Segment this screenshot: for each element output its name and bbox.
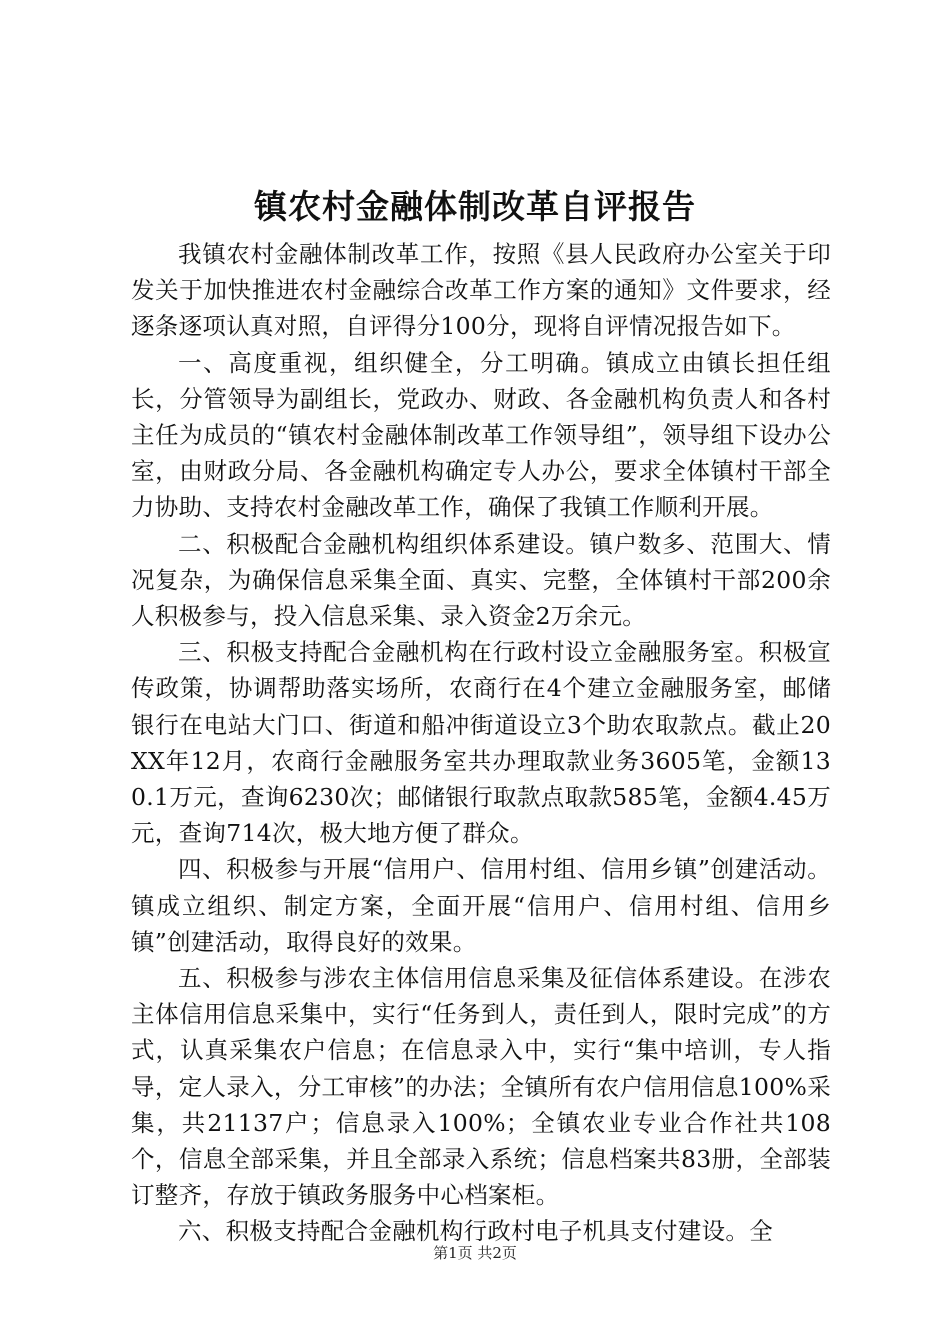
paragraph-intro: 我镇农村金融体制改革工作，按照《县人民政府办公室关于印发关于加快推进农村金融综合改革工作方案的通知》文件要求，经逐条逐项认真对照，自评得分100分，现将自评情况报告如下。 — [131, 240, 831, 341]
paragraph-section-6: 六、积极支持配合金融机构行政村电子机具支付建设。全 — [178, 1217, 773, 1246]
paragraph-section-5: 五、积极参与涉农主体信用信息采集及征信体系建设。在涉农主体信用信息采集中，实行“任务到人，责任到人，限时完成”的方式，认真采集农户信息；在信息录入中，实行“集中培训，专人指导，定人录入，分工审核”的办法；全镇所有农户信用信息100%采集，共21137户；信息录入100%；全镇农业专业合作社共108个，信息全部采集，并且全部录入系统；信息档案共83册，全部装订整齐，存放于镇政务服务中心档案柜。 — [131, 964, 831, 1210]
document-title: 镇农村金融体制改革自评报告 — [254, 187, 696, 226]
page-number-footer: 第1页 共2页 — [433, 1244, 517, 1262]
paragraph-section-3: 三、积极支持配合金融机构在行政村设立金融服务室。积极宣传政策，协调帮助落实场所，农商行在4个建立金融服务室，邮储银行在电站大门口、街道和船冲街道设立3个助农取款点。截止20XX年12月，农商行金融服务室共办理取款业务3605笔，金额130.1万元，查询6230次；邮储银行取款点取款585笔，金额4.45万元，查询714次，极大地方便了群众。 — [131, 638, 831, 848]
paragraph-section-2: 二、积极配合金融机构组织体系建设。镇户数多、范围大、情况复杂，为确保信息采集全面、真实、完整，全体镇村干部200余人积极参与，投入信息采集、录入资金2万余元。 — [131, 529, 831, 631]
paragraph-section-4: 四、积极参与开展“信用户、信用村组、信用乡镇”创建活动。镇成立组织、制定方案，全面开展“信用户、信用村组、信用乡镇”创建活动，取得良好的效果。 — [131, 855, 831, 956]
paragraph-section-1: 一、高度重视，组织健全，分工明确。镇成立由镇长担任组长，分管领导为副组长，党政办、财政、各金融机构负责人和各村主任为成员的“镇农村金融体制改革工作领导组”，领导组下设办公室，由财政分局、各金融机构确定专人办公，要求全体镇村干部全力协助、支持农村金融改革工作，确保了我镇工作顺利开展。 — [131, 348, 831, 522]
document-body — [131, 236, 831, 1250]
